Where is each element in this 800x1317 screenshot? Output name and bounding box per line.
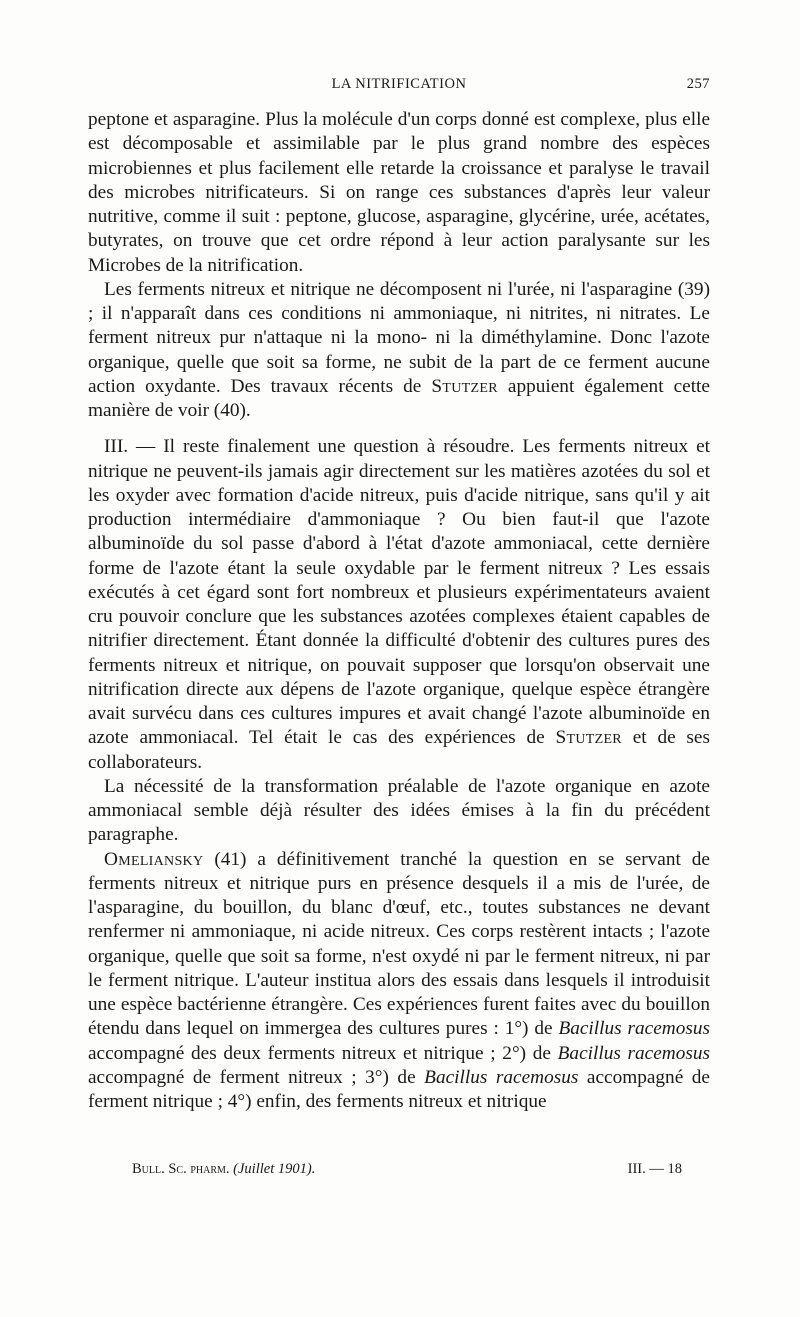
paragraph-3-text-a: III. — Il reste finalement une question à résoudre. Les ferments nitreux et nitrique ne peuvent-ils jamais agir directement sur les matières azotées du sol et les oxyder avec formation d'acide nitreux, puis d'acide nitrique, sans qu'il y ait production intermédiaire d'ammoniaque ? Ou bien faut-il que l'azote albuminoïde du sol passe d'abord à l'état d'azote ammoniacal, cette dernière forme de l'azote étant la seule oxydable par le ferment nitreux ? Les essais exécutés à cet égard sont fort nombreux et plusieurs expérimentateurs avaient cru pouvoir conclure que les substances azotées complexes étaient capables de nitrifier directement. Étant donnée la difficulté d'obtenir des cultures pures des ferments nitreux et nitrique, on pouvait supposer que lorsqu'on observait une nitrification directe aux dépens de l'azote organique, quelque espèce étrangère avait survécu dans ces cultures impures et avait changé l'azote albuminoïde en azote ammoniacal. Tel était le cas des expériences de	[88, 436, 710, 749]
species-name-3: Bacillus racemosus	[424, 1066, 579, 1088]
paragraph-1	[88, 108, 710, 278]
paragraph-1-text: peptone et asparagine. Plus la molécule d'un corps donné est complexe, plus elle est décomposable et assimilable par le plus grand nombre des espèces microbiennes et plus facilement elle retarde la croissance et paralyse le travail des microbes nitrificateurs. Si on range ces substances d'après leur valeur nutritive, comme il suit : peptone, glucose, asparagine, glycérine, urée, acétates, butyrates, on trouve que cet ordre répond à leur action paralysante sur les Microbes de la nitrification.	[88, 109, 710, 276]
paragraph-5-text-b: accompagné des deux ferments nitreux et nitrique ; 2°) de	[88, 1042, 551, 1064]
footer-citation	[132, 1161, 315, 1178]
page-number: 257	[686, 76, 710, 92]
author-name-omeliansky: Omeliansky	[104, 848, 204, 870]
paragraph-5-text-a: (41) a définitivement tranché la question en se servant de ferments nitreux et nitrique purs en présence desquels il a mis de l'urée, de l'asparagine, du bouillon, du blanc d'œuf, etc., toutes substances ne devant renfermer ni ammoniaque, ni acide nitreux. Ces corps restèrent intacts ; l'azote organique, quelle que soit sa forme, n'est oxydé ni par le ferment nitreux, ni par le ferment nitrique. L'auteur institua alors des essais dans lesquels il introduisit une espèce bactérienne étrangère. Ces expériences furent faites avec du bouillon étendu dans lequel on immergea des cultures pures : 1°) de	[88, 848, 710, 1040]
paragraph-3-text-b: et de ses collaborateurs.	[88, 727, 710, 773]
paragraph-3	[88, 435, 710, 775]
paragraph-5	[88, 848, 710, 1115]
footer-signature: III. — 18	[627, 1161, 682, 1177]
author-name-stutzer: Stutzer	[431, 375, 498, 397]
species-name-1: Bacillus racemosus	[558, 1018, 711, 1040]
running-title: LA NITRIFICATION	[331, 76, 467, 92]
paragraph-5-text-d: accompagné de ferment nitrique ; 4°) enfin, des ferments nitreux et nitrique	[88, 1066, 710, 1112]
footer-journal: Bull. Sc. pharm.	[132, 1161, 230, 1177]
species-name-2: Bacillus racemosus	[557, 1042, 711, 1064]
footer	[88, 1161, 710, 1183]
author-name-stutzer-2: Stutzer	[555, 727, 622, 749]
paragraph-4-text: La nécessité de la transformation préalable de l'azote organique en azote ammoniacal semble déjà résulter des idées émises à la fin du précédent paragraphe.	[88, 775, 710, 846]
running-head	[88, 76, 710, 98]
footer-date: (Juillet 1901).	[233, 1161, 316, 1177]
paragraph-5-text-c: accompagné de ferment nitreux ; 3°) de	[88, 1066, 416, 1088]
paragraph-2	[88, 278, 710, 424]
body-text	[88, 108, 710, 1114]
paragraph-2-text-a: Les ferments nitreux et nitrique ne décomposent ni l'urée, ni l'asparagine (39) ; il n'apparaît dans ces conditions ni ammoniaque, ni nitrites, ni nitrates. Le ferment nitreux pur n'attaque ni la mono- ni la diméthylamine. Donc l'azote organique, quelle que soit sa forme, ne subit de la part de ce ferment aucune action oxydante. Des travaux récents de	[88, 278, 710, 397]
paragraph-2-text-b: appuient également cette manière de voir (40).	[88, 375, 710, 421]
paragraph-4	[88, 775, 710, 848]
